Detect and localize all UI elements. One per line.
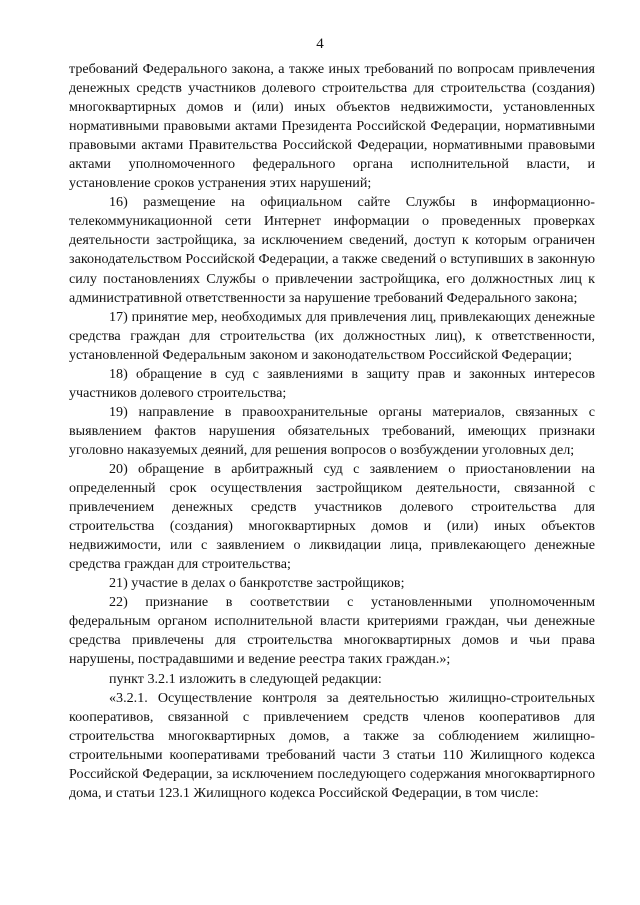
page-number: 4	[316, 36, 324, 52]
paragraph-item-19: 19) направление в правоохранительные органы материалов, связанных с выявлением фактов нарушения обязательных требований, имеющих признаки уголовно наказуемых деяний, для решения вопросов о возбуждении уголовных дел;	[69, 403, 595, 458]
paragraph-item-16: 16) размещение на официальном сайте Службы в информационно-телекоммуникационной сети Интернет информации о проведенных проверках деятельности застройщика, за исключением сведений, доступ к которым ограничен законодательством Российской Федерации, а также сведений о вступивших в законную силу постановлениях Службы о привлечении застройщика, его должностных лиц к административной ответственности за нарушение требований Федерального закона;	[69, 194, 595, 306]
paragraph-item-18: 18) обращение в суд с заявлениями в защиту прав и законных интересов участников долевого строительства;	[69, 365, 595, 401]
document-body	[69, 60, 595, 803]
paragraph-item-17: 17) принятие мер, необходимых для привлечения лиц, привлекающих денежные средства граждан для строительства (их должностных лиц), к ответственности, установленной Федеральным законом и законодательством Российской Федерации;	[69, 308, 595, 363]
paragraph-clause-3-2-1: «3.2.1. Осуществление контроля за деятельностью жилищно-строительных кооперативов, связанной с привлечением средств членов кооперативов для строительства многоквартирных домов, а также за соблюдением жилищно-строительными кооперативами требований части 3 статьи 110 Жилищного кодекса Российской Федерации, за исключением последующего содержания многоквартирного дома, и статьи 123.1 Жилищного кодекса Российской Федерации, в том числе:	[69, 689, 595, 801]
paragraph-item-21: 21) участие в делах о банкротстве застройщиков;	[109, 575, 405, 592]
paragraph-continuation: требований Федерального закона, а также иных требований по вопросам привлечения денежных средств участников долевого строительства для строительства (создания) многоквартирных домов и (или) иных объектов недвижимости, установленных нормативными правовыми актами Президента Российской Федерации, нормативными правовыми актами Правительства Российской Федерации, нормативными правовыми актами уполномоченного федерального органа исполнительной власти, и установление сроков устранения этих нарушений;	[69, 61, 595, 192]
paragraph-item-22: 22) признание в соответствии с установленными уполномоченным федеральным органом исполнительной власти критериями граждан, чьи денежные средства привлечены для строительства многоквартирных домов и чьи права нарушены, пострадавшими и ведение реестра таких граждан.»;	[69, 594, 595, 668]
paragraph-amendment-intro: пункт 3.2.1 изложить в следующей редакции:	[109, 670, 382, 687]
paragraph-item-20: 20) обращение в арбитражный суд с заявлением о приостановлении на определенный срок осуществления застройщиком деятельности, связанной с привлечением денежных средств участников долевого строительства для строительства (создания) многоквартирных домов и (или) иных объектов недвижимости, или с заявлением о ликвидации лица, привлекающего денежные средства граждан для строительства;	[69, 460, 595, 573]
